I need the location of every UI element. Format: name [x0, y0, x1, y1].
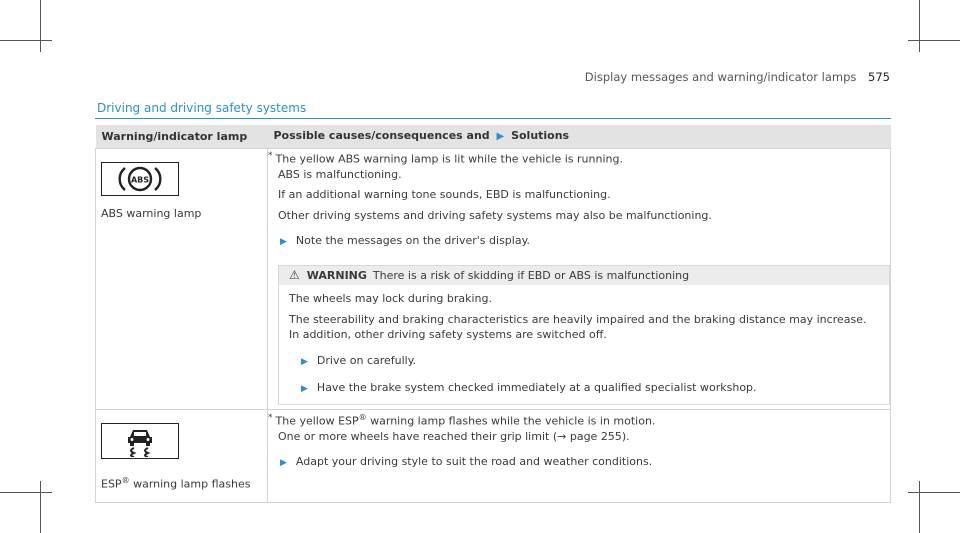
warning-box: [278, 265, 890, 405]
cause-text: ).: [621, 429, 630, 443]
table-row: [96, 148, 891, 409]
warning-triangle-icon: ⚠: [289, 267, 300, 282]
cause-line: [268, 429, 890, 445]
running-header: [585, 70, 890, 84]
causes-cell: [268, 409, 891, 502]
causes-cell: [268, 148, 891, 409]
lamp-cell: [96, 409, 268, 502]
warning-title: There is a risk of skidding if EBD or ABS is malfunctioning: [372, 268, 690, 282]
lamp-label-a: ESP: [101, 477, 122, 491]
crop-mark: [0, 40, 52, 41]
solution-step: [280, 454, 890, 472]
page-number: 575: [868, 70, 890, 84]
warning-table: [95, 125, 891, 503]
crop-mark: [0, 492, 52, 493]
cause-text: The yellow ABS warning lamp is lit while the vehicle is running.: [275, 152, 623, 166]
warning-body: [279, 285, 889, 404]
table-row: [96, 409, 891, 502]
step-arrow-icon: ▶: [301, 384, 308, 395]
esp-lamp-icon: [101, 423, 179, 459]
abs-lamp-icon: [101, 162, 179, 196]
col-header-causes: [268, 125, 891, 148]
cause-text: The yellow ESP: [275, 414, 359, 428]
section-rule: [95, 118, 891, 119]
col-header-lamp: Warning/indicator lamp: [96, 125, 268, 148]
svg-text:ABS: ABS: [130, 175, 150, 184]
col-header-solutions-label: Solutions: [511, 129, 570, 142]
step-text: Have the brake system checked immediately at a qualified specialist workshop.: [316, 381, 757, 395]
solution-step: [301, 353, 879, 371]
lamp-cell: [96, 148, 268, 409]
warning-header: [279, 266, 889, 286]
warning-text: The wheels may lock during braking.: [289, 292, 493, 306]
step-text: Drive on carefully.: [316, 353, 417, 367]
col-header-causes-label: Possible causes/consequences and: [273, 129, 490, 142]
cause-line: ABS is malfunctioning.: [278, 167, 402, 181]
crop-mark: [908, 492, 960, 493]
lamp-label: [101, 473, 267, 492]
cause-line: If an additional warning tone sounds, EBD is malfunctioning.: [278, 188, 611, 202]
registered-mark: ®: [358, 412, 367, 422]
solution-arrow-icon: ▶: [496, 131, 505, 142]
step-text: Adapt your driving style to suit the road and weather conditions.: [295, 455, 653, 469]
warning-text: The steerability and braking characteristics are heavily impaired and the braking distance may increase. In addition, other driving safety systems are switched off.: [289, 312, 867, 342]
step-arrow-icon: ▶: [280, 237, 287, 248]
crop-mark: [40, 0, 41, 52]
section-title: Driving and driving safety systems: [97, 101, 307, 115]
crop-mark: [908, 40, 960, 41]
registered-mark: ®: [121, 475, 130, 485]
warning-label: WARNING: [306, 268, 367, 282]
step-text: Note the messages on the driver's display.: [295, 234, 531, 248]
footnote-star: *: [268, 150, 273, 161]
crop-mark: [919, 481, 920, 533]
header-section: Display messages and warning/indicator lamps: [584, 70, 857, 84]
cause-line: [268, 149, 890, 167]
page-reference[interactable]: page 255: [569, 429, 622, 443]
step-arrow-icon: ▶: [280, 458, 287, 469]
ref-arrow-icon: →: [557, 429, 567, 443]
solution-step: [301, 380, 879, 398]
cause-text: One or more wheels have reached their grip limit (: [278, 429, 558, 443]
footnote-star: *: [268, 412, 273, 423]
solution-step: [280, 233, 890, 251]
cause-line: [268, 410, 890, 429]
lamp-label-b: warning lamp flashes: [133, 477, 251, 491]
table-header-row: [96, 125, 891, 148]
lamp-label: ABS warning lamp: [101, 206, 202, 220]
cause-line: Other driving systems and driving safety systems may also be malfunctioning.: [278, 208, 712, 222]
step-arrow-icon: ▶: [301, 356, 308, 367]
crop-mark: [919, 0, 920, 52]
cause-text: warning lamp flashes while the vehicle is in motion.: [370, 414, 656, 428]
crop-mark: [40, 481, 41, 533]
